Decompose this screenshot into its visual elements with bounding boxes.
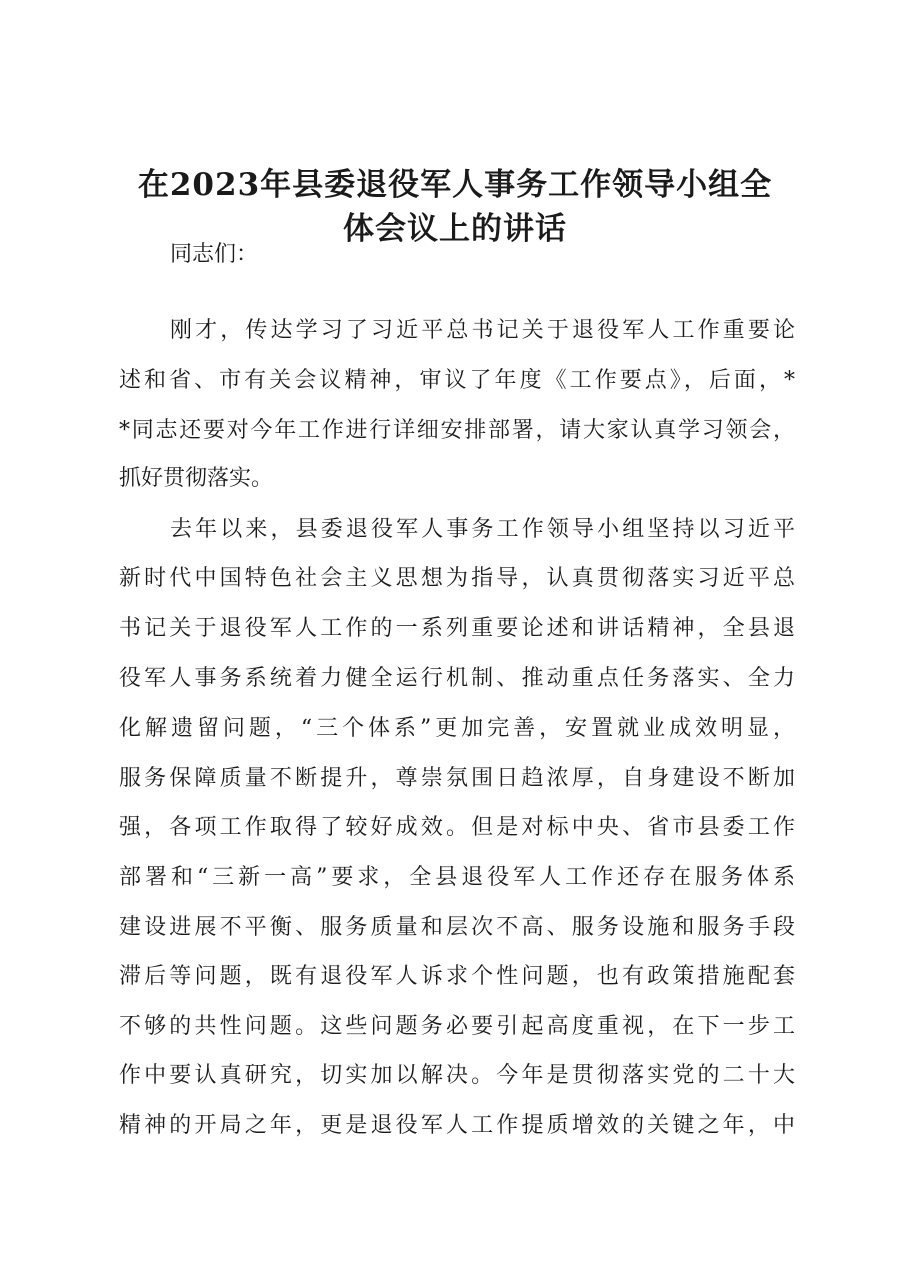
paragraph-line: 精神的开局之年，更是退役军人工作提质增效的关键之年，中 [119, 1113, 795, 1138]
paragraph-line: 建设进展不平衡、服务质量和层次不高、服务设施和服务手段 [119, 915, 795, 940]
paragraph-line: 化解遗留问题，“三个体系”更加完善，安置就业成效明显， [119, 716, 795, 741]
paragraph-line: 滞后等问题，既有退役军人诉求个性问题，也有政策措施配套 [119, 964, 795, 989]
document-title-line-1: 在2023年县委退役军人事务工作领导小组全 [137, 167, 773, 203]
paragraph-line: 作中要认真研究，切实加以解决。今年是贯彻落实党的二十大 [119, 1063, 795, 1088]
paragraph-line: 部署和“三新一高”要求，全县退役军人工作还存在服务体系 [119, 865, 795, 890]
paragraph-line: 去年以来，县委退役军人事务工作领导小组坚持以习近平 [170, 517, 795, 542]
paragraph-line: 服务保障质量不断提升，尊崇氛围日趋浓厚，自身建设不断加 [119, 766, 795, 791]
paragraph-line: 强，各项工作取得了较好成效。但是对标中央、省市县委工作 [119, 815, 795, 840]
paragraph-line: 书记关于退役军人工作的一系列重要论述和讲话精神，全县退 [119, 616, 795, 641]
paragraph-line: 述和省、市有关会议精神，审议了年度《工作要点》，后面，* [119, 368, 795, 393]
salutation: 同志们： [170, 242, 259, 267]
paragraph-line: 抓好贯彻落实。 [119, 466, 274, 491]
paragraph-line: 不够的共性问题。这些问题务必要引起高度重视，在下一步工 [119, 1014, 795, 1039]
paragraph-line: 新时代中国特色社会主义思想为指导，认真贯彻落实习近平总 [119, 566, 795, 591]
paragraph-line: *同志还要对今年工作进行详细安排部署，请大家认真学习领会， [119, 418, 795, 443]
paragraph-line: 刚才，传达学习了习近平总书记关于退役军人工作重要论 [170, 318, 795, 343]
document-title-line-2: 体会议上的讲话 [343, 211, 567, 247]
paragraph-line: 役军人事务系统着力健全运行机制、推动重点任务落实、全力 [119, 666, 795, 691]
